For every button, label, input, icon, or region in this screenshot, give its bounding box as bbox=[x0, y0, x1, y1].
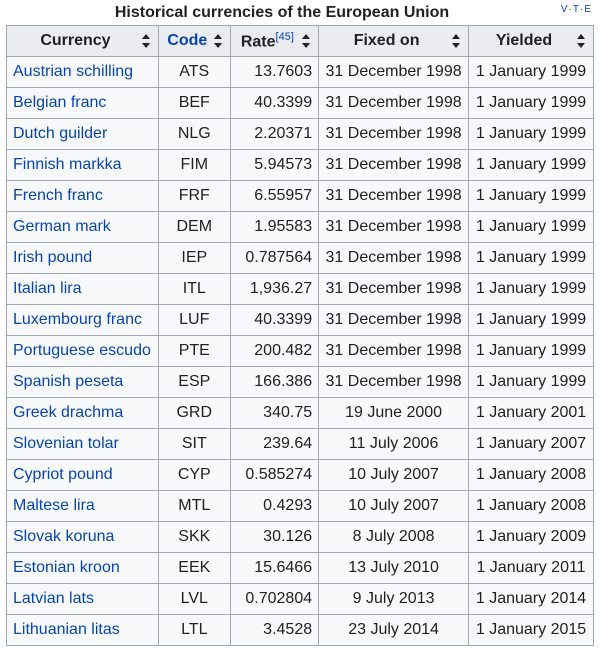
yielded-date: 1 January 1999 bbox=[469, 274, 594, 305]
table-row bbox=[7, 243, 594, 274]
yielded-date: 1 January 1999 bbox=[469, 243, 594, 274]
table-row bbox=[7, 367, 594, 398]
table-row bbox=[7, 429, 594, 460]
fixed-date: 8 July 2008 bbox=[319, 522, 469, 553]
fixed-date: 31 December 1998 bbox=[319, 243, 469, 274]
table-row bbox=[7, 553, 594, 584]
fixed-date: 11 July 2006 bbox=[319, 429, 469, 460]
reference-link[interactable]: [45] bbox=[275, 30, 294, 43]
table-caption: Historical currencies of the European Union bbox=[114, 4, 450, 21]
yielded-date: 1 January 2008 bbox=[469, 460, 594, 491]
table-row bbox=[7, 150, 594, 181]
table-row bbox=[7, 274, 594, 305]
separator: · bbox=[568, 4, 573, 15]
navbox-links bbox=[561, 4, 592, 15]
table-row bbox=[7, 491, 594, 522]
table-row bbox=[7, 584, 594, 615]
currency-code: DEM bbox=[158, 212, 230, 243]
currency-link[interactable]: Finnish markka bbox=[13, 156, 122, 173]
currency-link[interactable]: Estonian kroon bbox=[13, 559, 120, 576]
table-row bbox=[7, 181, 594, 212]
table-row bbox=[7, 460, 594, 491]
column-header-label: Currency bbox=[40, 32, 111, 49]
yielded-date: 1 January 2015 bbox=[469, 615, 594, 646]
currency-link[interactable]: Irish pound bbox=[13, 249, 93, 266]
currency-link[interactable]: Slovak koruna bbox=[13, 528, 115, 545]
fixed-date: 19 June 2000 bbox=[319, 398, 469, 429]
currency-link[interactable]: Spanish peseta bbox=[13, 373, 124, 390]
separator: · bbox=[579, 4, 585, 15]
conversion-rate: 13.7603 bbox=[230, 57, 318, 88]
currency-link[interactable]: Belgian franc bbox=[13, 94, 107, 111]
currency-code: ITL bbox=[158, 274, 230, 305]
currency-code: LTL bbox=[158, 615, 230, 646]
currency-link[interactable]: Slovenian tolar bbox=[13, 435, 119, 452]
fixed-date: 31 December 1998 bbox=[319, 305, 469, 336]
currency-link[interactable]: Latvian lats bbox=[13, 590, 94, 607]
currency-link[interactable]: Greek drachma bbox=[13, 404, 124, 421]
currency-code: LUF bbox=[158, 305, 230, 336]
edit-template-link[interactable]: E bbox=[584, 4, 592, 15]
currency-code: SIT bbox=[158, 429, 230, 460]
header-row bbox=[7, 26, 594, 57]
yielded-date: 1 January 1999 bbox=[469, 181, 594, 212]
currency-link[interactable]: Cypriot pound bbox=[13, 466, 113, 483]
currencies-table bbox=[6, 25, 594, 646]
currency-code: GRD bbox=[158, 398, 230, 429]
conversion-rate: 40.3399 bbox=[230, 305, 318, 336]
column-header-yielded[interactable] bbox=[469, 26, 594, 57]
fixed-date: 31 December 1998 bbox=[319, 336, 469, 367]
currency-code: MTL bbox=[158, 491, 230, 522]
table-body bbox=[7, 57, 594, 646]
yielded-date: 1 January 1999 bbox=[469, 212, 594, 243]
fixed-date: 31 December 1998 bbox=[319, 57, 469, 88]
view-template-link[interactable]: V bbox=[560, 4, 569, 15]
yielded-date: 1 January 2001 bbox=[469, 398, 594, 429]
yielded-date: 1 January 2007 bbox=[469, 429, 594, 460]
currency-link[interactable]: Lithuanian litas bbox=[13, 621, 120, 638]
currency-code: BEF bbox=[158, 88, 230, 119]
fixed-date: 13 July 2010 bbox=[319, 553, 469, 584]
table-row bbox=[7, 212, 594, 243]
yielded-date: 1 January 1999 bbox=[469, 305, 594, 336]
conversion-rate: 200.482 bbox=[230, 336, 318, 367]
table-row bbox=[7, 57, 594, 88]
column-header-label: Yielded bbox=[495, 32, 553, 49]
fixed-date: 31 December 1998 bbox=[319, 119, 469, 150]
table-row bbox=[7, 305, 594, 336]
currency-code: ATS bbox=[158, 57, 230, 88]
currency-code: IEP bbox=[158, 243, 230, 274]
currency-link[interactable]: Maltese lira bbox=[13, 497, 95, 514]
fixed-date: 31 December 1998 bbox=[319, 274, 469, 305]
talk-template-link[interactable]: T bbox=[572, 4, 580, 15]
fixed-date: 23 July 2014 bbox=[319, 615, 469, 646]
currency-code: EEK bbox=[158, 553, 230, 584]
conversion-rate: 15.6466 bbox=[230, 553, 318, 584]
column-header-currency[interactable] bbox=[7, 26, 159, 57]
conversion-rate: 5.94573 bbox=[230, 150, 318, 181]
currency-link[interactable]: Dutch guilder bbox=[13, 125, 108, 142]
fixed-date: 31 December 1998 bbox=[319, 367, 469, 398]
currency-code: PTE bbox=[158, 336, 230, 367]
yielded-date: 1 January 1999 bbox=[469, 57, 594, 88]
yielded-date: 1 January 2008 bbox=[469, 491, 594, 522]
fixed-date: 31 December 1998 bbox=[319, 150, 469, 181]
yielded-date: 1 January 1999 bbox=[469, 367, 594, 398]
yielded-date: 1 January 2014 bbox=[469, 584, 594, 615]
sort-icon[interactable] bbox=[302, 34, 310, 48]
yielded-date: 1 January 2011 bbox=[469, 553, 594, 584]
currency-link[interactable]: Italian lira bbox=[13, 280, 82, 297]
currency-code: SKK bbox=[158, 522, 230, 553]
currency-code: FIM bbox=[158, 150, 230, 181]
currency-code: NLG bbox=[158, 119, 230, 150]
conversion-rate: 0.4293 bbox=[230, 491, 318, 522]
currency-code: CYP bbox=[158, 460, 230, 491]
fixed-date: 31 December 1998 bbox=[319, 181, 469, 212]
conversion-rate: 0.787564 bbox=[230, 243, 318, 274]
conversion-rate: 30.126 bbox=[230, 522, 318, 553]
fixed-date: 9 July 2013 bbox=[319, 584, 469, 615]
currency-code: FRF bbox=[158, 181, 230, 212]
column-header-label: Fixed on bbox=[353, 32, 420, 49]
code-header-link[interactable]: Code bbox=[167, 32, 208, 49]
sort-icon[interactable] bbox=[452, 34, 460, 48]
currency-link[interactable]: German mark bbox=[13, 218, 111, 235]
conversion-rate: 3.4528 bbox=[230, 615, 318, 646]
fixed-date: 31 December 1998 bbox=[319, 212, 469, 243]
conversion-rate: 6.55957 bbox=[230, 181, 318, 212]
column-header-label: Rate bbox=[240, 33, 276, 51]
fixed-date: 10 July 2007 bbox=[319, 460, 469, 491]
yielded-date: 1 January 1999 bbox=[469, 336, 594, 367]
currency-link[interactable]: Portuguese escudo bbox=[13, 342, 151, 359]
yielded-date: 1 January 1999 bbox=[469, 119, 594, 150]
sort-icon[interactable] bbox=[142, 34, 150, 48]
table-row bbox=[7, 398, 594, 429]
conversion-rate: 2.20371 bbox=[230, 119, 318, 150]
sort-icon[interactable] bbox=[577, 34, 585, 48]
table-row bbox=[7, 522, 594, 553]
conversion-rate: 0.702804 bbox=[230, 584, 318, 615]
column-header-rate[interactable] bbox=[230, 26, 318, 57]
currency-code: LVL bbox=[158, 584, 230, 615]
sort-icon[interactable] bbox=[214, 34, 222, 48]
currency-code: ESP bbox=[158, 367, 230, 398]
yielded-date: 1 January 1999 bbox=[469, 88, 594, 119]
currency-link[interactable]: Luxembourg franc bbox=[13, 311, 142, 328]
yielded-date: 1 January 2009 bbox=[469, 522, 594, 553]
conversion-rate: 239.64 bbox=[230, 429, 318, 460]
column-header-fixed-on[interactable] bbox=[319, 26, 469, 57]
currency-link[interactable]: Austrian schilling bbox=[13, 63, 134, 80]
table-row bbox=[7, 615, 594, 646]
fixed-date: 31 December 1998 bbox=[319, 88, 469, 119]
fixed-date: 10 July 2007 bbox=[319, 491, 469, 522]
column-header-code[interactable] bbox=[158, 26, 230, 57]
table-row bbox=[7, 88, 594, 119]
table-row bbox=[7, 336, 594, 367]
currency-link[interactable]: French franc bbox=[13, 187, 103, 204]
conversion-rate: 340.75 bbox=[230, 398, 318, 429]
conversion-rate: 0.585274 bbox=[230, 460, 318, 491]
conversion-rate: 40.3399 bbox=[230, 88, 318, 119]
conversion-rate: 1.95583 bbox=[230, 212, 318, 243]
conversion-rate: 166.386 bbox=[230, 367, 318, 398]
conversion-rate: 1,936.27 bbox=[230, 274, 318, 305]
yielded-date: 1 January 1999 bbox=[469, 150, 594, 181]
table-row bbox=[7, 119, 594, 150]
